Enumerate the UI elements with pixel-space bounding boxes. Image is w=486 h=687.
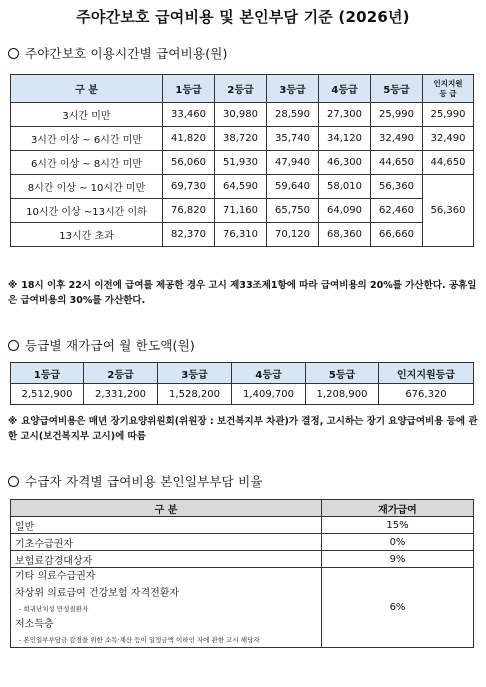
header-cell: 4등급 xyxy=(319,75,371,103)
row-label: 3시간 이상 ~ 6시간 미만 xyxy=(11,127,163,151)
cell: 28,590 xyxy=(267,103,319,127)
cell: 65,750 xyxy=(267,199,319,223)
cell: 59,640 xyxy=(267,175,319,199)
header-cell: 인지지원등급 xyxy=(379,363,474,384)
cell: 44,650 xyxy=(371,151,423,175)
header-cell: 2등급 xyxy=(84,363,158,384)
cell: 51,930 xyxy=(215,151,267,175)
table-header-row xyxy=(11,363,474,384)
cell: 1,409,700 xyxy=(232,384,306,405)
cell: 25,990 xyxy=(371,103,423,127)
row-label: 기초수급권자 xyxy=(11,534,322,551)
table-header-row xyxy=(11,75,474,103)
copay-ratio-table xyxy=(10,499,474,648)
header-cell: 인지지원 등 급 xyxy=(423,75,474,103)
header-cell: 재가급여 xyxy=(322,500,474,517)
cell: 82,370 xyxy=(163,223,215,247)
table-row xyxy=(11,517,474,534)
cell: 32,490 xyxy=(423,127,474,151)
note-mark: ※ xyxy=(8,280,18,291)
cell: 25,990 xyxy=(423,103,474,127)
header-cell: 1등급 xyxy=(11,363,84,384)
section3-heading xyxy=(8,472,263,490)
cell: 47,940 xyxy=(267,151,319,175)
table-header-row xyxy=(11,500,474,517)
cell: 41,820 xyxy=(163,127,215,151)
cell: 1,208,900 xyxy=(306,384,379,405)
header-cell: 2등급 xyxy=(215,75,267,103)
header-cell: 5등급 xyxy=(306,363,379,384)
cell: 35,740 xyxy=(267,127,319,151)
table-row xyxy=(11,199,474,223)
row-label: 8시간 이상 ~ 10시간 미만 xyxy=(11,175,163,199)
header-cell: 4등급 xyxy=(232,363,306,384)
merged-label-cell xyxy=(11,568,322,648)
note-cost-decision xyxy=(8,414,478,444)
row-label: 일반 xyxy=(11,517,322,534)
circle-bullet-icon xyxy=(8,340,19,351)
cell: 44,650 xyxy=(423,151,474,175)
cell: 9% xyxy=(322,551,474,568)
section1-heading xyxy=(8,44,228,62)
merged-subline: - 희귀난치성 만성질환자 xyxy=(19,605,89,613)
cell: 70,120 xyxy=(267,223,319,247)
circle-bullet-icon xyxy=(8,48,19,59)
row-label: 보험료감경대상자 xyxy=(11,551,322,568)
merged-line: 차상위 의료급여 건강보험 자격전환자 xyxy=(15,588,180,599)
table-row xyxy=(11,151,474,175)
header-cell: 5등급 xyxy=(371,75,423,103)
row-label: 10시간 이상 ~13시간 이하 xyxy=(11,199,163,223)
time-fee-table xyxy=(10,74,474,247)
section2-heading-text: 등급별 재가급여 월 한도액(원) xyxy=(25,338,195,353)
cell: 56,360 xyxy=(371,175,423,199)
cell: 27,300 xyxy=(319,103,371,127)
row-label: 3시간 미만 xyxy=(11,103,163,127)
header-cell: 1등급 xyxy=(163,75,215,103)
cell: 1,528,200 xyxy=(158,384,232,405)
merged-line: 기타 의료수급권자 xyxy=(15,571,96,582)
table-row xyxy=(11,534,474,551)
cell: 33,460 xyxy=(163,103,215,127)
cell: 76,820 xyxy=(163,199,215,223)
cell: 56,060 xyxy=(163,151,215,175)
cell: 34,120 xyxy=(319,127,371,151)
cell: 6% xyxy=(322,568,474,648)
cell: 76,310 xyxy=(215,223,267,247)
section3-heading-text: 수급자 자격별 급여비용 본인일부부담 비율 xyxy=(25,474,263,489)
table-row xyxy=(11,551,474,568)
cell: 30,980 xyxy=(215,103,267,127)
row-label: 6시간 이상 ~ 8시간 미만 xyxy=(11,151,163,175)
circle-bullet-icon xyxy=(8,476,19,487)
page-title: 주야간보호 급여비용 및 본인부담 기준 (2026년) xyxy=(76,8,410,26)
cell: 66,660 xyxy=(371,223,423,247)
merged-line: 저소득층 xyxy=(15,619,54,630)
header-cell: 구 분 xyxy=(11,500,322,517)
table-row xyxy=(11,568,474,648)
cell: 58,010 xyxy=(319,175,371,199)
table-row xyxy=(11,103,474,127)
cell: 64,590 xyxy=(215,175,267,199)
table-row xyxy=(11,127,474,151)
header-cell: 구 분 xyxy=(11,75,163,103)
cell: 46,300 xyxy=(319,151,371,175)
merged-cell: 56,360 xyxy=(423,175,474,247)
section2-heading xyxy=(8,336,195,354)
note-text: 18시 이후 22시 이전에 급여를 제공한 경우 고시 제33조제1항에 따라 급여비용의 20%를 가산한다. 공휴일은 급여비용의 30%를 가산한다. xyxy=(8,280,477,306)
note-mark: ※ xyxy=(8,416,18,427)
note-text: 요양급여비용은 매년 장기요양위원회(위원장 : 보건복지부 차관)가 결정, 고시하는 장기 요양급여비용 등에 관한 고시(보건복지부 고시)에 따름 xyxy=(8,416,478,442)
monthly-limit-table xyxy=(10,362,474,405)
table-row xyxy=(11,223,474,247)
cell: 676,320 xyxy=(379,384,474,405)
table-row xyxy=(11,384,474,405)
header-cell: 3등급 xyxy=(267,75,319,103)
note-surcharge xyxy=(8,278,478,308)
cell: 2,331,200 xyxy=(84,384,158,405)
cell: 69,730 xyxy=(163,175,215,199)
row-label: 13시간 초과 xyxy=(11,223,163,247)
section1-heading-text: 주야간보호 이용시간별 급여비용(원) xyxy=(25,46,228,61)
header-cell: 3등급 xyxy=(158,363,232,384)
cell: 68,360 xyxy=(319,223,371,247)
cell: 62,460 xyxy=(371,199,423,223)
cell: 0% xyxy=(322,534,474,551)
cell: 38,720 xyxy=(215,127,267,151)
table-row xyxy=(11,175,474,199)
cell: 32,490 xyxy=(371,127,423,151)
merged-subline: - 본인일부부담금 감경을 위한 소득·재산 등이 일정금액 이하인 자에 관한 고시 해당자 xyxy=(19,636,260,644)
cell: 15% xyxy=(322,517,474,534)
cell: 64,090 xyxy=(319,199,371,223)
cell: 71,160 xyxy=(215,199,267,223)
cell: 2,512,900 xyxy=(11,384,84,405)
